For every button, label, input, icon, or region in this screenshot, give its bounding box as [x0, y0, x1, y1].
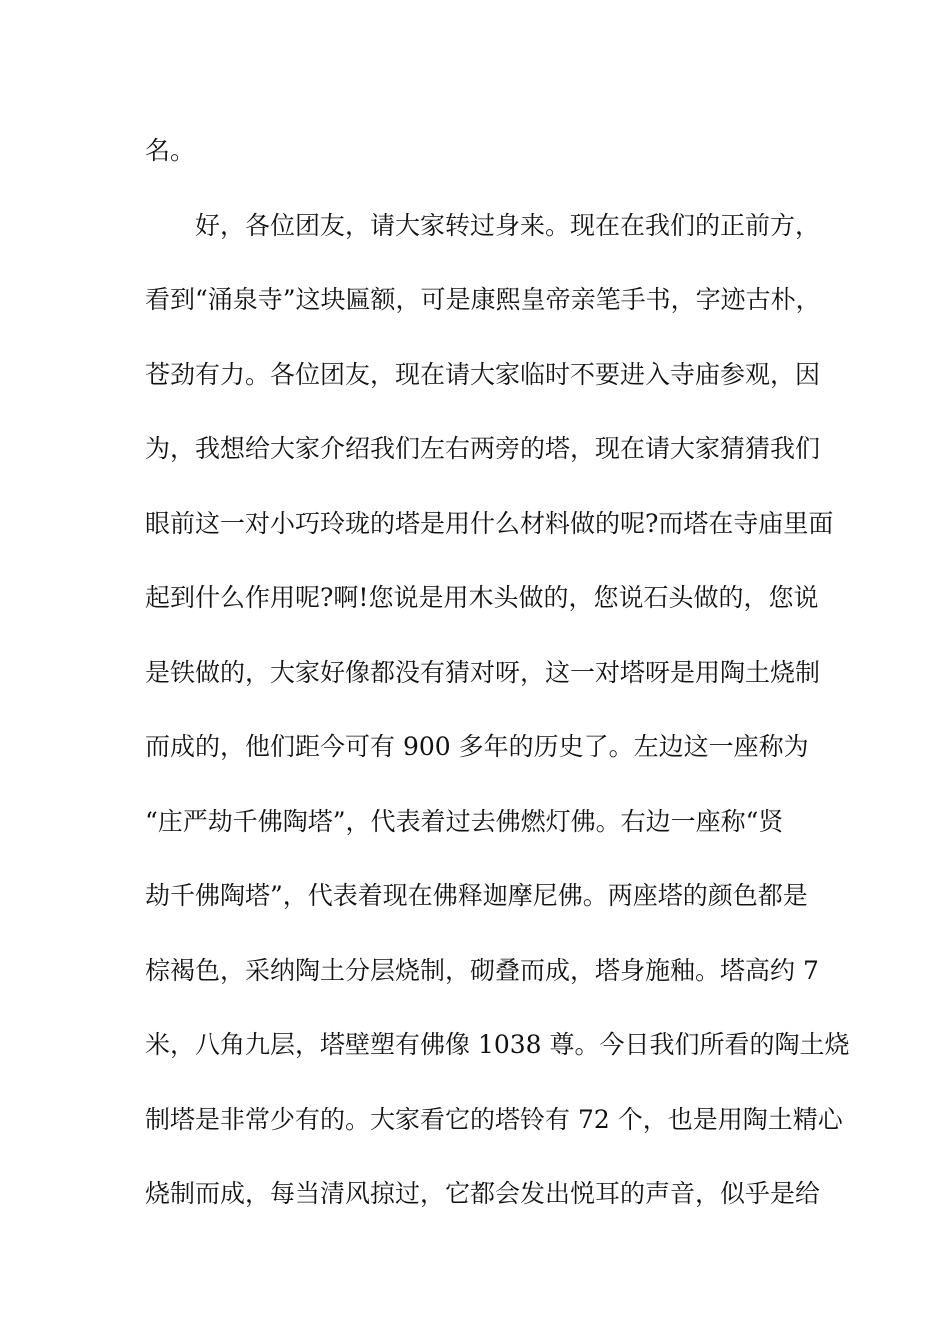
text-line: 眼前这一对小巧玲珑的塔是用什么材料做的呢?而塔在寺庙里面	[145, 508, 834, 538]
text-line: 为，我想给大家介绍我们左右两旁的塔，现在请大家猜猜我们	[145, 434, 821, 463]
text-line: 起到什么作用呢?啊!您说是用木头做的，您说石头做的，您说	[145, 583, 819, 612]
text-line: 好，各位团友，请大家转过身来。现在在我们的正前方，	[195, 210, 821, 240]
text-line: 棕褐色，采纳陶土分层烧制，砌叠而成，塔身施釉。塔高约 7	[145, 955, 819, 985]
text-line: 米，八角九层，塔壁塑有佛像 1038 尊。今日我们所看的陶土烧	[145, 1030, 850, 1059]
text-line: 而成的，他们距今可有 900 多年的历史了。左边这一座称为	[145, 732, 809, 761]
text-line: 名。	[145, 136, 196, 165]
document-body	[145, 126, 850, 1244]
text-line: 制塔是非常少有的。大家看它的塔铃有 72 个，也是用陶土精心	[145, 1104, 843, 1134]
text-line: 是铁做的，大家好像都没有猜对呀，这一对塔呀是用陶土烧制	[145, 657, 821, 687]
text-line: “庄严劫千佛陶塔”，代表着过去佛燃灯佛。右边一座称“贤	[145, 806, 784, 836]
text-line: 苍劲有力。各位团友，现在请大家临时不要进入寺庙参观，因	[145, 359, 821, 389]
text-line: 看到“涌泉寺”这块匾额，可是康熙皇帝亲笔手书，字迹古朴，	[145, 285, 821, 314]
text-line: 劫千佛陶塔”，代表着现在佛释迦摩尼佛。两座塔的颜色都是	[145, 881, 808, 910]
text-line: 烧制而成，每当清风掠过，它都会发出悦耳的声音，似乎是给	[145, 1179, 821, 1208]
